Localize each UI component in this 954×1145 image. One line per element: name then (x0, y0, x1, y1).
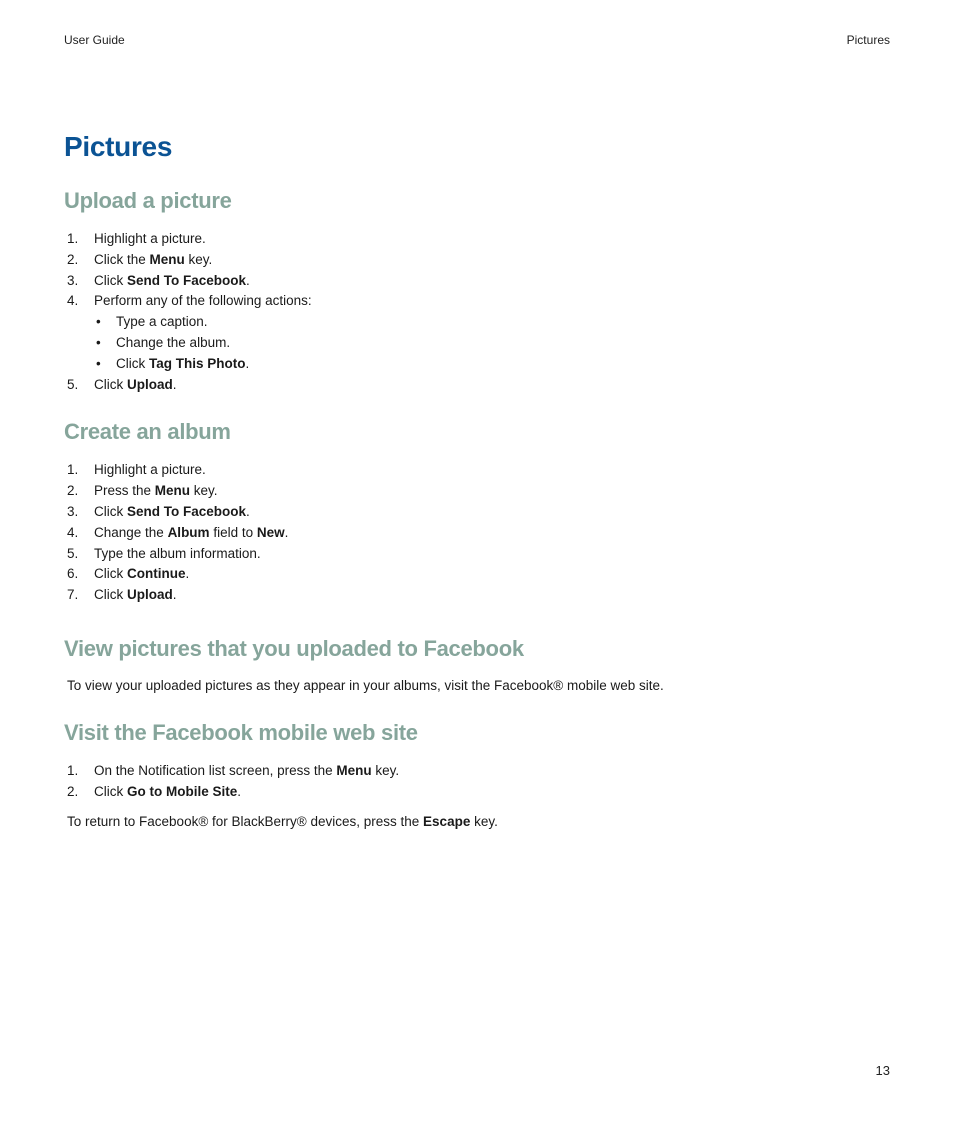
step-ui-term: Continue (127, 566, 186, 582)
step-number: 5. (67, 545, 79, 561)
page-content (64, 128, 894, 832)
step-text: . (246, 503, 250, 519)
page-title: Pictures (64, 131, 173, 162)
step-text: Click (94, 587, 127, 603)
step-text: Change the (94, 524, 168, 540)
list-item (64, 502, 894, 523)
bullet-text: Type a caption. (116, 314, 208, 330)
list-item (64, 761, 894, 782)
step-number: 3. (67, 272, 79, 288)
step-number: 4. (67, 293, 79, 309)
list-item (64, 564, 894, 585)
step-text: key. (190, 483, 218, 499)
step-text: Click (94, 783, 127, 799)
upload-steps (64, 229, 894, 395)
step-text: On the Notification list screen, press the (94, 762, 337, 778)
step-text: key. (184, 251, 213, 267)
step-text: . (172, 376, 177, 392)
list-item (64, 585, 894, 606)
view-paragraph: To view your uploaded pictures as they appear in your albums, visit the Facebook® mobile web site. (67, 677, 664, 693)
visit-steps (64, 761, 894, 803)
step-text: . (246, 272, 250, 288)
return-paragraph (64, 812, 894, 832)
step-text: Type the album information. (94, 545, 261, 561)
section-heading-visit: Visit the Facebook mobile web site (64, 719, 418, 745)
bullet-item (94, 312, 894, 333)
step-ui-term: Go to Mobile Site (127, 783, 238, 799)
running-header-right: Pictures (846, 33, 890, 47)
step-ui-term: Send To Facebook (127, 272, 247, 288)
step-ui-term: Menu (149, 251, 185, 267)
step-number: 3. (67, 503, 79, 519)
bullet-text: Click (116, 355, 149, 371)
step-text: . (284, 524, 289, 540)
bullet-item (94, 354, 894, 375)
step-text: field to (209, 524, 257, 540)
step-text: . (172, 587, 177, 603)
paragraph-ui-term: Escape (423, 813, 471, 829)
list-item (64, 544, 894, 565)
bullet-icon: • (96, 314, 101, 330)
list-item (64, 250, 894, 271)
step-ui-term: Album (167, 524, 210, 540)
bullet-icon: • (96, 355, 101, 371)
bullet-text: Change the album. (116, 334, 231, 350)
step-text: . (237, 783, 242, 799)
step-number: 5. (67, 376, 79, 392)
step-text: . (185, 566, 190, 582)
section-heading-album: Create an album (64, 419, 231, 445)
list-item (64, 271, 894, 292)
section-heading-view: View pictures that you uploaded to Facebook (64, 635, 524, 661)
list-item (64, 229, 894, 250)
step-ui-term: Send To Facebook (127, 503, 247, 519)
step-text: Highlight a picture. (94, 231, 206, 246)
bullet-text: . (245, 355, 250, 371)
step-number: 1. (67, 762, 79, 778)
paragraph-text: key. (470, 813, 498, 829)
bullet-item (94, 333, 894, 354)
step-number: 1. (67, 231, 79, 246)
step-ui-term: Menu (336, 762, 372, 778)
list-item (64, 481, 894, 502)
list-item (64, 375, 894, 396)
step-text: Click (94, 376, 127, 392)
step-number: 7. (67, 587, 79, 603)
running-header-left: User Guide (64, 33, 125, 47)
step-number: 2. (67, 783, 79, 799)
list-item (64, 291, 894, 374)
step-number: 2. (67, 483, 79, 499)
list-item (64, 523, 894, 544)
album-steps (64, 460, 894, 606)
step-ui-term: New (256, 524, 285, 540)
section-heading-upload: Upload a picture (64, 188, 232, 213)
step-text: Click (94, 566, 127, 582)
step-ui-term: Upload (127, 376, 173, 392)
step-text: Highlight a picture. (94, 462, 206, 478)
step-text: Press the (94, 483, 155, 499)
paragraph-text: To return to Facebook® for BlackBerry® devices, press the (67, 813, 424, 829)
bullet-icon: • (96, 334, 101, 350)
page-number: 13 (875, 1063, 890, 1078)
step-text: Click the (94, 251, 150, 267)
bullet-ui-term: Tag This Photo (149, 355, 246, 371)
step-ui-term: Upload (127, 587, 173, 603)
step-number: 4. (67, 524, 79, 540)
step-text: key. (371, 762, 400, 778)
step-number: 2. (67, 251, 79, 267)
list-item (64, 460, 894, 481)
sub-bullet-list (94, 312, 894, 374)
step-ui-term: Menu (154, 483, 191, 499)
step-text: Click (94, 272, 127, 288)
step-number: 1. (67, 462, 79, 478)
step-text: Perform any of the following actions: (94, 293, 312, 309)
list-item (64, 782, 894, 803)
step-number: 6. (67, 566, 79, 582)
step-text: Click (94, 503, 127, 519)
